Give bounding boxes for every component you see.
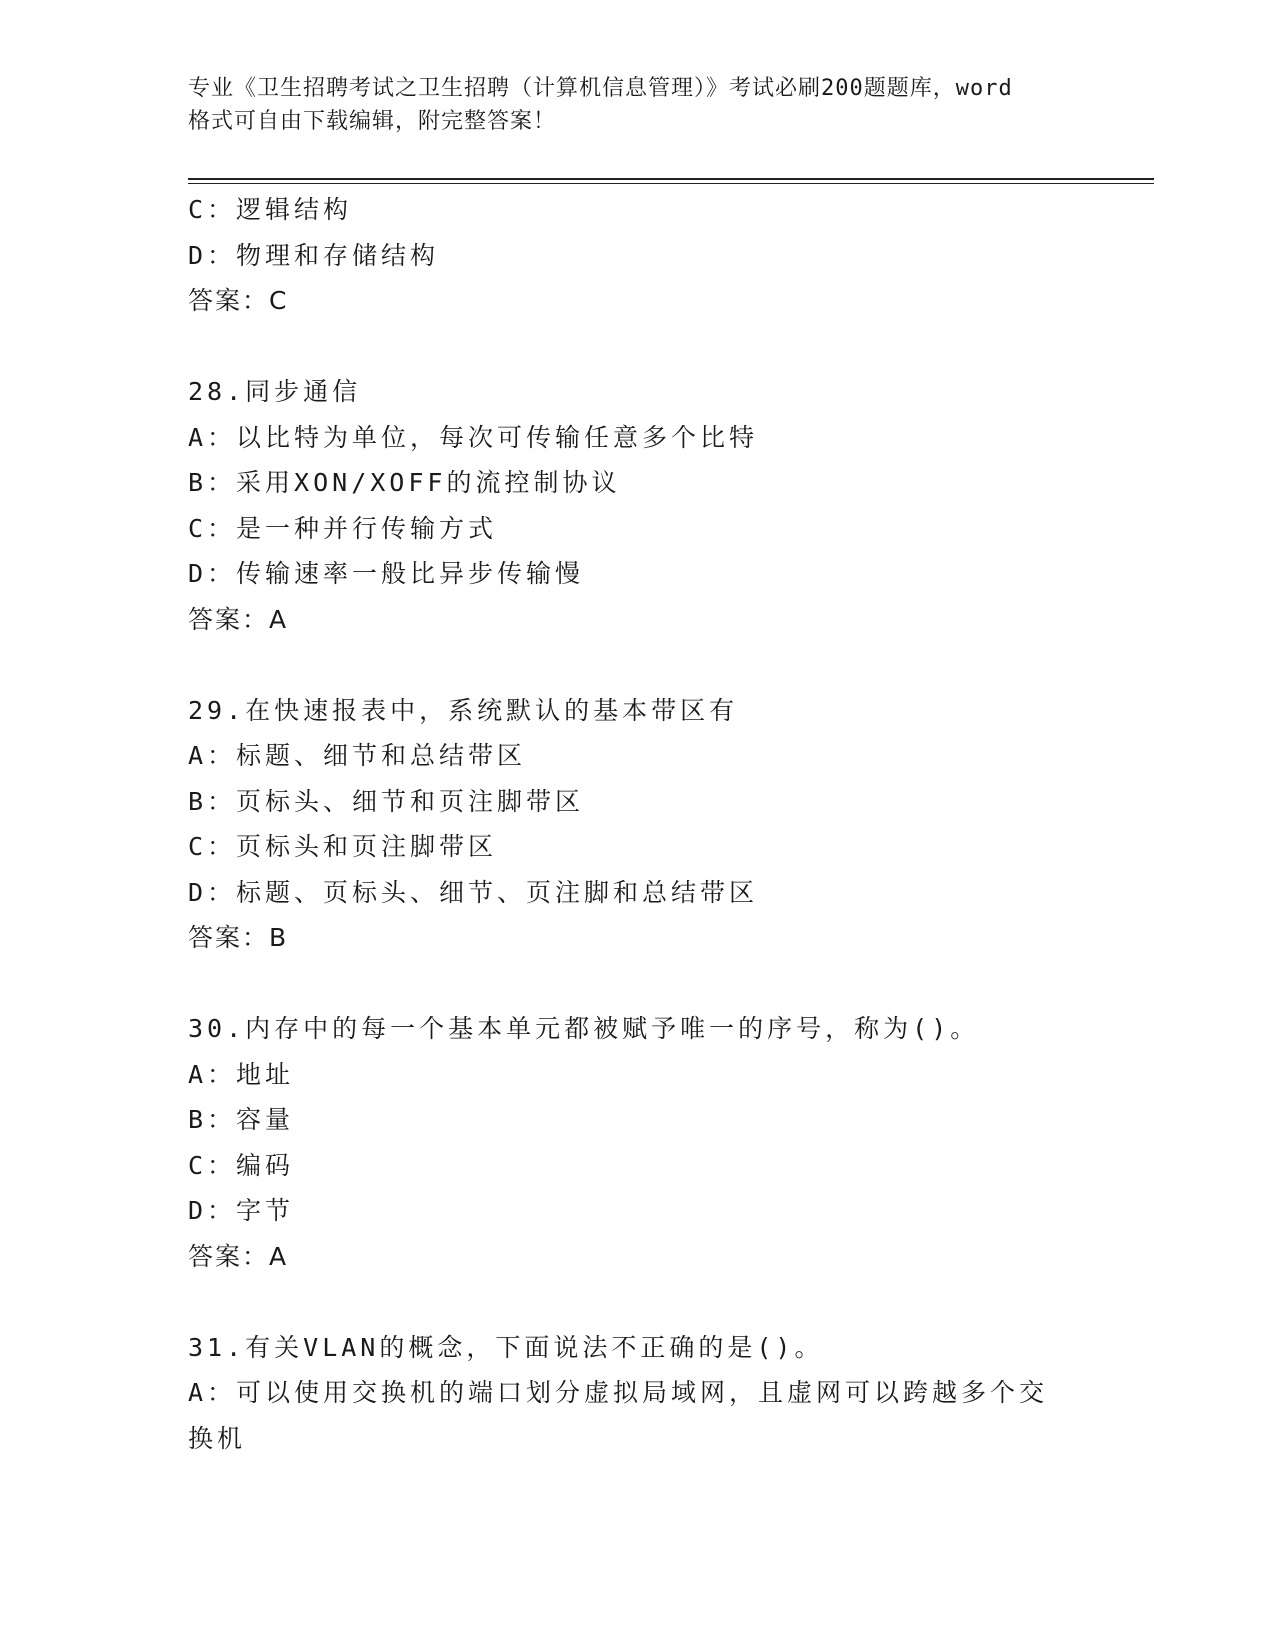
option-d: D：字节 xyxy=(188,1196,295,1225)
option-a: A：标题、细节和总结带区 xyxy=(188,741,527,770)
question-stem: 29.在快速报表中，系统默认的基本带区有 xyxy=(188,695,739,725)
option-d: D：物理和存储结构 xyxy=(188,240,440,270)
option-d: D：传输速率一般比异步传输慢 xyxy=(188,559,585,588)
question-29 xyxy=(188,688,1088,961)
option-a: A：以比特为单位，每次可传输任意多个比特 xyxy=(188,422,759,452)
answer-line: 答案：C xyxy=(188,286,289,315)
option-a: A：地址 xyxy=(188,1059,295,1089)
spacer xyxy=(188,642,1088,688)
option-b: B：页标头、细节和页注脚带区 xyxy=(188,786,585,816)
question-stem: 30.内存中的每一个基本单元都被赋予唯一的序号，称为()。 xyxy=(188,1014,980,1043)
answer-line: 答案：A xyxy=(188,1241,289,1271)
question-stem: 31.有关VLAN的概念，下面说法不正确的是()。 xyxy=(188,1332,824,1362)
question-stem: 28.同步通信 xyxy=(188,377,362,406)
spacer xyxy=(188,1279,1088,1325)
header-line-2: 格式可自由下载编辑，附完整答案！ xyxy=(188,109,557,134)
option-a: A：可以使用交换机的端口划分虚拟局域网，且虚网可以跨越多个交换机 xyxy=(188,1378,1049,1453)
question-list xyxy=(188,187,1088,1461)
option-c: C：页标头和页注脚带区 xyxy=(188,832,498,861)
header-line-1: 专业《卫生招聘考试之卫生招聘（计算机信息管理）》考试必刷200题题库，word xyxy=(188,76,1013,101)
option-c: C：编码 xyxy=(188,1150,295,1180)
spacer xyxy=(188,324,1088,370)
question-28 xyxy=(188,369,1088,642)
spacer xyxy=(188,961,1088,1007)
option-d: D：标题、页标头、细节、页注脚和总结带区 xyxy=(188,877,759,907)
option-b: B：容量 xyxy=(188,1105,295,1134)
document-header xyxy=(188,72,1088,138)
answer-line: 答案：A xyxy=(188,604,289,634)
option-b: B：采用XON/XOFF的流控制协议 xyxy=(188,468,621,497)
option-c: C：逻辑结构 xyxy=(188,195,353,224)
answer-line: 答案：B xyxy=(188,923,289,952)
question-30 xyxy=(188,1006,1088,1279)
option-c: C：是一种并行传输方式 xyxy=(188,513,498,543)
previous-question-tail xyxy=(188,187,1088,324)
header-divider-thick xyxy=(188,178,1154,180)
question-31 xyxy=(188,1325,1088,1462)
header-divider-thin xyxy=(188,183,1154,184)
